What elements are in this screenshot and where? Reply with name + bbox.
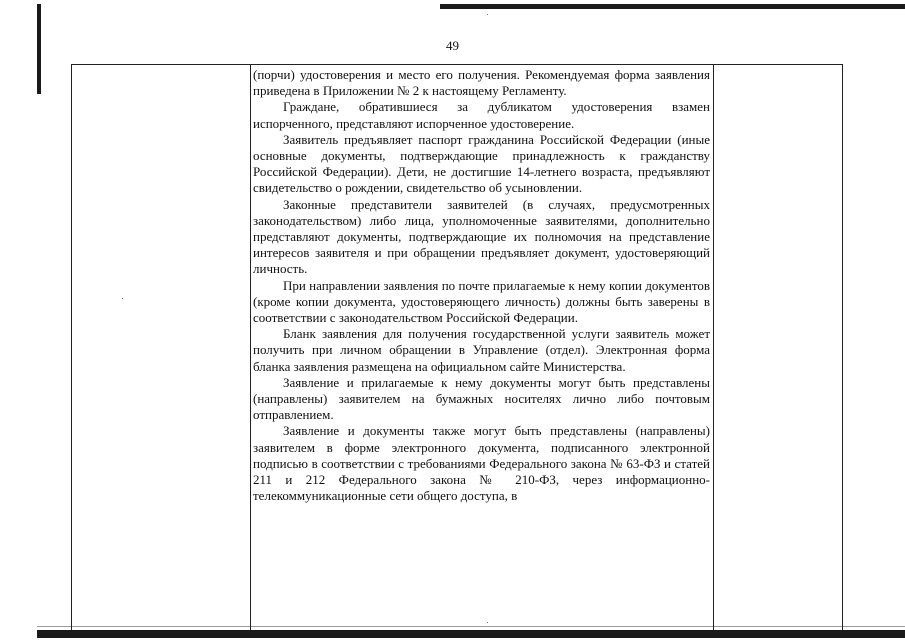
scan-speck xyxy=(487,14,488,15)
paragraph: Бланк заявления для получения государственной услуги заявитель может получить при личном обращении в Управление (отдел). Электронная форма бланка заявления размещена на официальном сайте Министерства. xyxy=(253,326,710,374)
page-number: 49 xyxy=(446,38,459,53)
paragraph: При направлении заявления по почте прилагаемые к нему копии документов (кроме копии документа, удостоверяющего личность) должны быть заверены в соответствии с законодательством Российской Федерации. xyxy=(253,277,710,326)
column-divider-left xyxy=(250,64,251,630)
paragraph: (порчи) удостоверения и место его получения. Рекомендуемая форма заявления приведена в Приложении № 2 к настоящему Регламенту. xyxy=(253,67,710,99)
scan-edge-bottom xyxy=(37,630,905,638)
paragraph: Граждане, обратившиеся за дубликатом удостоверения взамен испорченного, представляют испорченное удостоверение. xyxy=(253,99,710,131)
paragraph: Заявление и документы также могут быть представлены (направлены) заявителем в форме электронного документа, подписанного электронной подписью в соответствии с требованиями Федерального закона № 63-ФЗ и статей 211 и 212 Федерального закона № 210-ФЗ, через информационно-телекоммуникационные сети общего доступа, в xyxy=(253,423,710,504)
scan-speck xyxy=(122,298,123,299)
paragraph: Законные представители заявителей (в случаях, предусмотренных законодательством) либо лица, уполномоченные заявителями, дополнительно представляют документы, подтверждающие их полномочия на представление интересов заявителя и при обращении предъявляет документ, удостоверяющий личность. xyxy=(253,196,710,277)
regulation-text-column xyxy=(253,67,710,504)
column-divider-right xyxy=(713,64,714,630)
scan-speck xyxy=(487,622,488,623)
scan-edge-top xyxy=(440,4,905,9)
paragraph: Заявитель предъявляет паспорт гражданина Российской Федерации (иные основные документы, подтверждающие принадлежность к гражданству Российской Федерации). Дети, не достигшие 14-летнего возраста, предъявляют свидетельство о рождении, свидетельство об усыновлении. xyxy=(253,131,710,196)
paragraph: Заявление и прилагаемые к нему документы могут быть представлены (направлены) заявителем на бумажных носителях лично либо почтовым отправлением. xyxy=(253,374,710,423)
